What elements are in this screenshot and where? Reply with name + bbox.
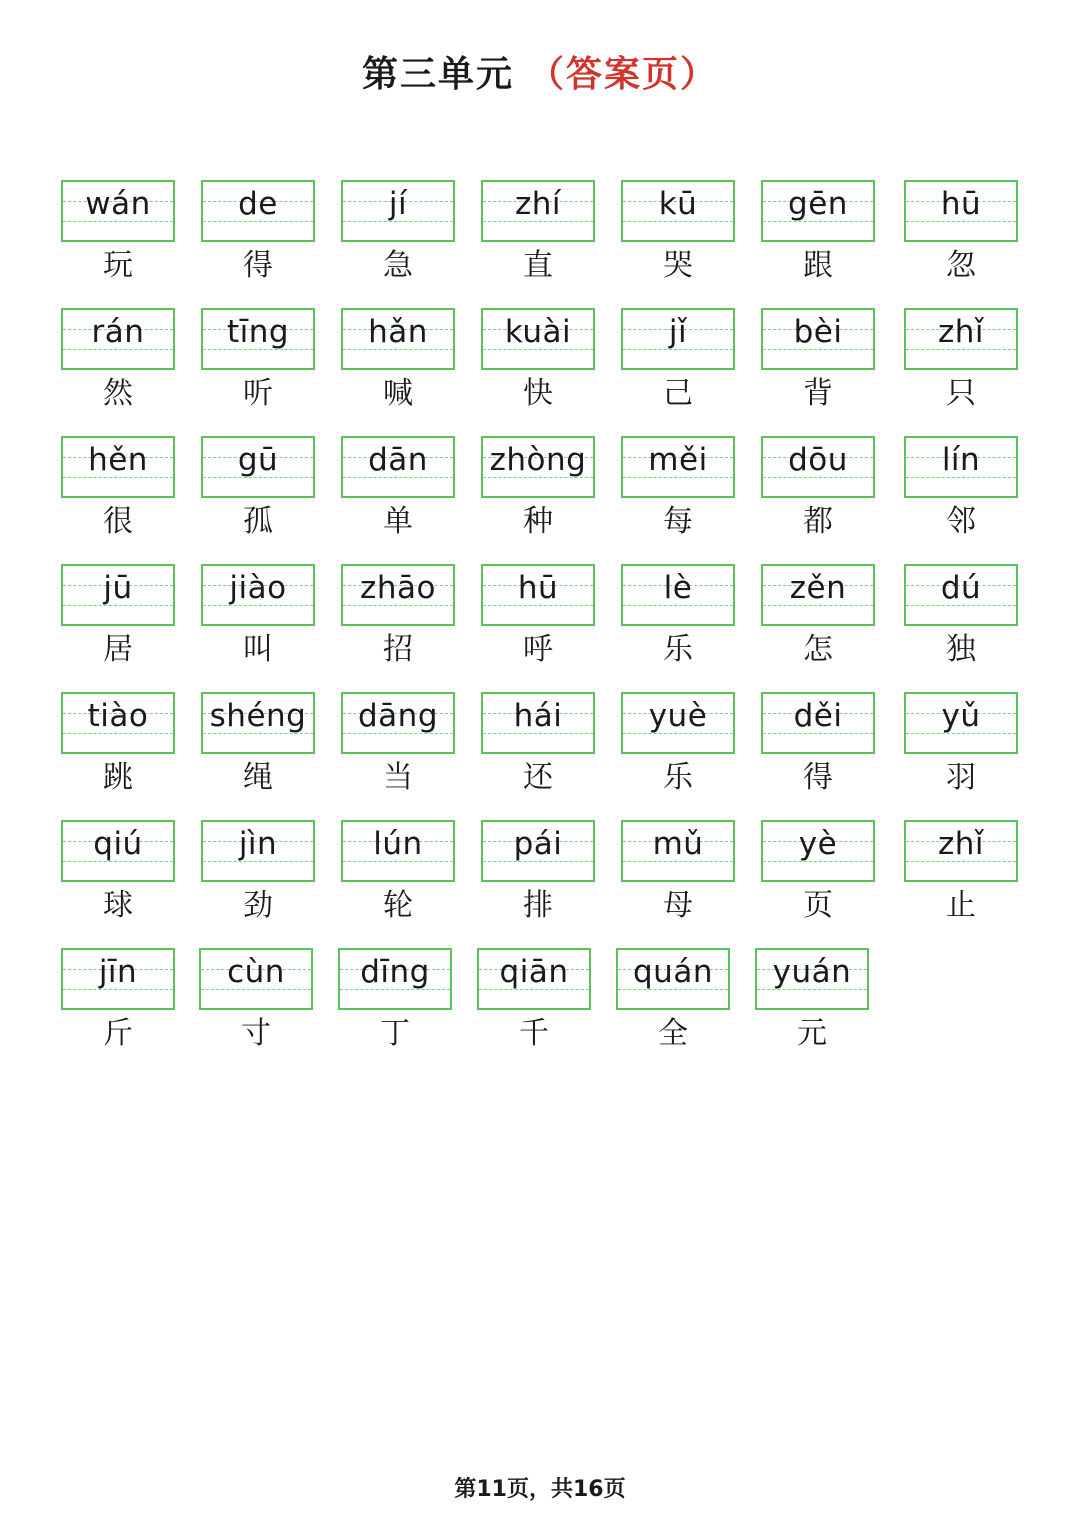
hanzi-character: 页 — [803, 888, 833, 923]
pinyin-text: dīng — [360, 954, 430, 990]
hanzi-character: 劲 — [243, 888, 273, 923]
pinyin-box — [201, 692, 315, 754]
pinyin-box — [201, 564, 315, 626]
word-cell — [621, 692, 735, 814]
pinyin-text: qiú — [93, 826, 143, 862]
pinyin-box — [201, 180, 315, 242]
pinyin-text: kū — [658, 186, 698, 222]
pinyin-box — [61, 436, 175, 498]
pinyin-text: hū — [940, 186, 982, 222]
word-cell — [761, 436, 875, 558]
hanzi-character: 每 — [663, 504, 693, 539]
hanzi-character: 招 — [383, 632, 413, 667]
pinyin-box — [481, 180, 595, 242]
word-cell — [201, 436, 315, 558]
hanzi-character: 得 — [803, 760, 833, 795]
word-cell — [621, 436, 735, 558]
pinyin-box — [621, 820, 735, 882]
pinyin-box — [904, 692, 1018, 754]
pinyin-box — [621, 180, 735, 242]
pinyin-box — [341, 564, 455, 626]
word-cell — [481, 436, 595, 558]
pinyin-text: jǐ — [668, 314, 688, 350]
word-cell — [621, 564, 735, 686]
pinyin-box — [621, 436, 735, 498]
hanzi-character: 快 — [523, 376, 553, 411]
word-cell — [761, 308, 875, 430]
pinyin-text: bèi — [793, 314, 843, 350]
pinyin-text: zhòng — [489, 442, 587, 478]
hanzi-character: 寸 — [241, 1016, 271, 1051]
pinyin-text: yè — [798, 826, 838, 862]
hanzi-character: 居 — [103, 632, 133, 667]
pinyin-text: jū — [103, 570, 133, 606]
hanzi-character: 喊 — [383, 376, 413, 411]
word-cell — [761, 564, 875, 686]
word-cell — [477, 948, 591, 1070]
pinyin-box — [761, 564, 875, 626]
pinyin-text: hěn — [88, 442, 148, 478]
hanzi-character: 孤 — [243, 504, 273, 539]
hanzi-character: 羽 — [946, 760, 976, 795]
word-cell — [61, 820, 175, 942]
hanzi-character: 止 — [946, 888, 976, 923]
hanzi-character: 听 — [243, 376, 273, 411]
word-cell — [341, 692, 455, 814]
pinyin-text: hái — [513, 698, 563, 734]
word-cell — [341, 436, 455, 558]
pinyin-box — [904, 436, 1018, 498]
hanzi-character: 绳 — [243, 760, 273, 795]
pinyin-box — [761, 436, 875, 498]
pinyin-text: dān — [368, 442, 428, 478]
word-cell — [201, 692, 315, 814]
hanzi-character: 母 — [663, 888, 693, 923]
hanzi-character: 哭 — [663, 248, 693, 283]
word-cell — [338, 948, 452, 1070]
pinyin-text: měi — [648, 442, 708, 478]
pinyin-box — [481, 436, 595, 498]
hanzi-character: 当 — [383, 760, 413, 795]
pinyin-box — [481, 820, 595, 882]
pinyin-text: hū — [517, 570, 559, 606]
pinyin-text: quán — [633, 954, 713, 990]
word-cell — [199, 948, 313, 1070]
pinyin-box — [341, 436, 455, 498]
answer-page-label: （答案页） — [528, 53, 719, 95]
hanzi-character: 跟 — [803, 248, 833, 283]
pinyin-text: yuè — [648, 698, 708, 734]
hanzi-character: 直 — [523, 248, 553, 283]
word-cell — [61, 564, 175, 686]
pinyin-text: zhí — [514, 186, 562, 222]
pinyin-text: jìn — [238, 826, 278, 862]
hanzi-character: 丁 — [380, 1016, 410, 1051]
word-cell — [61, 180, 175, 302]
pinyin-text: děi — [793, 698, 843, 734]
word-cell — [761, 692, 875, 814]
word-cell — [904, 820, 1018, 942]
hanzi-character: 千 — [519, 1016, 549, 1051]
pinyin-box — [61, 308, 175, 370]
pinyin-text: pái — [513, 826, 563, 862]
pinyin-box — [481, 564, 595, 626]
word-cell — [341, 820, 455, 942]
word-cell — [481, 564, 595, 686]
hanzi-character: 跳 — [103, 760, 133, 795]
pinyin-box — [61, 180, 175, 242]
hanzi-character: 只 — [946, 376, 976, 411]
pinyin-text: cùn — [227, 954, 285, 990]
word-cell — [904, 308, 1018, 430]
hanzi-character: 全 — [658, 1016, 688, 1051]
pinyin-box — [616, 948, 730, 1010]
hanzi-character: 玩 — [103, 248, 133, 283]
pinyin-box — [61, 948, 175, 1010]
word-cell — [481, 820, 595, 942]
hanzi-character: 呼 — [523, 632, 553, 667]
word-cell — [201, 820, 315, 942]
hanzi-character: 排 — [523, 888, 553, 923]
word-cell — [481, 692, 595, 814]
pinyin-text: zěn — [789, 570, 847, 606]
pinyin-box — [341, 820, 455, 882]
pinyin-box — [761, 692, 875, 754]
word-cell — [904, 692, 1018, 814]
pinyin-box — [341, 692, 455, 754]
pinyin-text: hǎn — [368, 314, 428, 350]
hanzi-character: 得 — [243, 248, 273, 283]
pinyin-box — [755, 948, 869, 1010]
pinyin-text: mǔ — [652, 826, 704, 862]
hanzi-character: 乐 — [663, 760, 693, 795]
hanzi-character: 邻 — [946, 504, 976, 539]
pinyin-box — [761, 820, 875, 882]
word-cell — [341, 564, 455, 686]
hanzi-character: 己 — [663, 376, 693, 411]
pinyin-text: shéng — [209, 698, 307, 734]
word-cell — [761, 820, 875, 942]
hanzi-character: 轮 — [383, 888, 413, 923]
pinyin-text: lè — [663, 570, 693, 606]
pinyin-text: de — [238, 186, 278, 222]
word-cell — [904, 180, 1018, 302]
pinyin-text: rán — [91, 314, 145, 350]
word-cell — [621, 180, 735, 302]
pinyin-text: dōu — [788, 442, 848, 478]
word-cell — [481, 308, 595, 430]
hanzi-character: 都 — [803, 504, 833, 539]
hanzi-character: 叫 — [243, 632, 273, 667]
pinyin-box — [201, 436, 315, 498]
pinyin-box — [621, 564, 735, 626]
pinyin-box — [61, 692, 175, 754]
pinyin-text: tīng — [226, 314, 290, 350]
word-cell — [621, 820, 735, 942]
pinyin-text: zhǐ — [937, 826, 985, 862]
pinyin-box — [761, 308, 875, 370]
word-cell — [341, 308, 455, 430]
hanzi-character: 斤 — [103, 1016, 133, 1051]
hanzi-character: 种 — [523, 504, 553, 539]
word-cell — [201, 180, 315, 302]
word-cell — [201, 564, 315, 686]
word-cell — [61, 436, 175, 558]
pinyin-box — [481, 308, 595, 370]
pinyin-text: zhǐ — [937, 314, 985, 350]
pinyin-box — [61, 820, 175, 882]
hanzi-character: 元 — [797, 1016, 827, 1051]
pinyin-text: jiào — [229, 570, 287, 606]
pinyin-text: jīn — [98, 954, 138, 990]
pinyin-text: gēn — [788, 186, 848, 222]
page-number: 第11页，共16页 — [454, 1477, 626, 1502]
hanzi-character: 背 — [803, 376, 833, 411]
word-cell — [761, 180, 875, 302]
word-cell — [481, 180, 595, 302]
pinyin-box — [621, 692, 735, 754]
pinyin-box — [621, 308, 735, 370]
word-cell — [616, 948, 730, 1070]
pinyin-box — [904, 308, 1018, 370]
hanzi-character: 很 — [103, 504, 133, 539]
word-cell — [61, 308, 175, 430]
pinyin-box — [481, 692, 595, 754]
pinyin-box — [341, 180, 455, 242]
hanzi-character: 还 — [523, 760, 553, 795]
pinyin-box — [341, 308, 455, 370]
word-cell — [755, 948, 869, 1070]
pinyin-box — [904, 564, 1018, 626]
word-cell — [621, 308, 735, 430]
pinyin-box — [199, 948, 313, 1010]
hanzi-character: 忽 — [946, 248, 976, 283]
pinyin-text: dāng — [358, 698, 438, 734]
word-cell — [61, 692, 175, 814]
hanzi-character: 乐 — [663, 632, 693, 667]
hanzi-character: 独 — [946, 632, 976, 667]
hanzi-character: 急 — [383, 248, 413, 283]
pinyin-text: lín — [941, 442, 981, 478]
pinyin-text: zhāo — [360, 570, 436, 606]
pinyin-text: qiān — [499, 954, 569, 990]
word-cell — [61, 948, 175, 1070]
pinyin-text: wán — [85, 186, 151, 222]
pinyin-box — [201, 820, 315, 882]
pinyin-box — [201, 308, 315, 370]
hanzi-character: 单 — [383, 504, 413, 539]
unit-title: 第三单元 — [361, 53, 514, 95]
hanzi-character: 球 — [103, 888, 133, 923]
word-cell — [341, 180, 455, 302]
pinyin-box — [61, 564, 175, 626]
pinyin-box — [904, 180, 1018, 242]
pinyin-text: yuán — [772, 954, 852, 990]
word-cell — [201, 308, 315, 430]
pinyin-text: kuài — [504, 314, 572, 350]
pinyin-text: yǔ — [941, 698, 981, 734]
pinyin-box — [761, 180, 875, 242]
pinyin-box — [904, 820, 1018, 882]
hanzi-character: 然 — [103, 376, 133, 411]
hanzi-character: 怎 — [803, 632, 833, 667]
word-cell — [904, 436, 1018, 558]
pinyin-text: gū — [237, 442, 279, 478]
pinyin-box — [338, 948, 452, 1010]
pinyin-text: jí — [388, 186, 408, 222]
pinyin-text: lún — [373, 826, 423, 862]
pinyin-box — [477, 948, 591, 1010]
pinyin-text: tiào — [87, 698, 149, 734]
pinyin-text: dú — [940, 570, 982, 606]
word-cell — [904, 564, 1018, 686]
